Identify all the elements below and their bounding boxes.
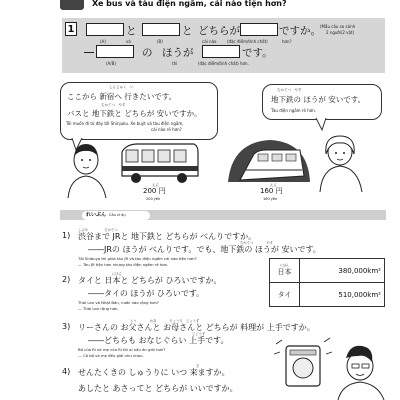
pattern-number: 1: [65, 22, 77, 36]
bubble-left-vn-1: Tôi muốn đi từ đây tới Shinjuku. Xe buýt và tàu điện ngầm,: [66, 121, 184, 126]
label-thi: thì: [172, 61, 178, 66]
particle-to-1: と: [126, 25, 137, 37]
speech-bubble-left: [60, 82, 218, 140]
bubble-left-line-1: ここから 新宿へ 行きたいです。: [67, 92, 177, 101]
ex1-translation-1: Tới Shibuya thì giữa tàu JR và tàu điện ngầm cái nào tiện hơn?: [78, 256, 197, 261]
label-ab: (A/B): [106, 61, 116, 66]
ex2-answer: ――タイの ほうが ひろいです。: [88, 289, 205, 298]
examples-pill: [82, 211, 150, 220]
train-price-ruby: えん: [270, 183, 277, 187]
label-property-hon: (đặc điểm/tính chất) hơn.: [198, 61, 249, 66]
examples-bar: [60, 210, 386, 220]
label-property: (đặc điểm/tính chất): [227, 39, 268, 44]
area-country: にほん 日本: [270, 259, 300, 283]
woman-illustration: [310, 132, 370, 194]
bubble-left-vn-2: cái nào rẻ hơn?: [151, 127, 182, 132]
ex4-question: せんたくきの しゅうりに いつ 来ますか。: [78, 368, 230, 377]
side-note-1: (Mẫu câu so sánh: [320, 24, 356, 29]
examples-subtitle: Câu ví dụ: [109, 213, 126, 217]
side-note-2: 2 người/2 vật): [326, 30, 355, 35]
area-country: タイ: [270, 283, 300, 307]
bubble-right-vn: Tàu điện ngầm rẻ hơn.: [271, 108, 317, 113]
washing-machine-illustration: [268, 336, 388, 400]
houga-text: ほうが: [162, 47, 194, 59]
bubble-left-line-2: バスと 地下鉄と どちらが 安いですか。: [67, 109, 202, 118]
lesson-number-box: [60, 0, 84, 10]
particle-no: の: [142, 47, 153, 59]
answer-dash: [84, 52, 94, 53]
ex2-question-ruby: にほん: [112, 272, 122, 276]
ex2-number: 2): [62, 275, 71, 284]
bubble-right-ruby: ちかてつ やす: [277, 88, 302, 92]
label-b: (B): [157, 39, 163, 44]
bubble-left-ruby-2: ちかてつ やす: [101, 103, 126, 107]
ex3-translation-2: — Cả bố và mẹ đều giỏi như nhau.: [78, 353, 144, 358]
grammar-pattern-panel: [62, 18, 385, 73]
ex4-question-ruby: き: [196, 364, 200, 368]
ex1-question: 渋谷まで JRと 地下鉄と どちらが べんりですか。: [78, 232, 257, 241]
ex3-translation-1: Bố của Ri và mẹ của Ri thì ai nấu ăn giỏi hơn?: [78, 347, 166, 352]
label-hon: hơn?: [282, 39, 292, 44]
blank-a: [86, 23, 124, 36]
train-price-vn: 160 yên: [263, 197, 278, 201]
lesson-header: [60, 0, 400, 12]
train-price: 160 円: [260, 187, 283, 195]
bubble-left-ruby-1: しんじゅく い: [109, 85, 134, 89]
area-value: 380,000km²: [300, 259, 385, 283]
speech-bubble-right: [262, 84, 382, 120]
bubble-right-line: 地下鉄の ほうが 安いです。: [271, 95, 366, 104]
area-row: [270, 259, 385, 283]
blank-property-2: [202, 45, 240, 58]
ex1-answer-ruby: ちかてつ やす: [240, 241, 273, 245]
area-table: [269, 258, 385, 307]
bus-price-ruby: えん: [152, 183, 159, 187]
desu-text: です。: [242, 47, 273, 59]
area-row: [270, 283, 385, 307]
ex1-question-ruby: しぶや ちかてつ: [78, 228, 118, 232]
ex4-reply: あしたと あさってと どちらが いいですか。: [78, 384, 238, 393]
ex3-number: 3): [62, 322, 71, 331]
label-va: và: [126, 39, 131, 44]
ex1-answer: ――JRの ほうが べんりです。でも、地下鉄の ほうが 安いです。: [88, 245, 321, 254]
ex2-question: タイと 日本と どちらが ひろいですか。: [78, 276, 222, 285]
ex1-translation-2: — Tàu JR tiện hơn nhưng tàu điện ngầm rẻ hơn.: [78, 262, 169, 267]
ex4-number: 4): [62, 367, 71, 376]
blank-b: [142, 23, 180, 36]
blank-ab: [96, 45, 134, 58]
bus-illustration: [118, 142, 200, 188]
dochiraga-text: どちらが: [198, 25, 240, 37]
lesson-title: Xe bus và tàu điện ngầm, cái nào tiện hơn?: [92, 0, 287, 8]
desuka-text: ですか。: [279, 25, 321, 37]
ex3-answer-ruby: じょうず: [192, 332, 206, 336]
bubble-right-tail: [312, 118, 332, 132]
label-a: (A): [100, 39, 106, 44]
subway-illustration: [226, 136, 312, 184]
ex3-question: リーさんの お父さんと お母さんと どちらが 料理が 上手ですか。: [78, 323, 315, 332]
ex1-number: 1): [62, 231, 71, 240]
particle-to-2: と: [182, 25, 193, 37]
ex2-translation-1: Thái Lan và Nhật Bản, nước nào rộng hơn?: [78, 300, 159, 305]
label-cai-nao: cái nào: [202, 39, 217, 44]
bus-price-vn: 200 yên: [146, 197, 161, 201]
ex2-translation-2: — Thái Lan rộng hơn.: [78, 306, 119, 311]
blank-property: [240, 23, 278, 36]
ex3-question-ruby: とう かあ りょうり じょうず: [130, 319, 200, 323]
ex3-answer: ――どちらも おなじぐらい 上手です。: [88, 336, 229, 345]
area-value: 510,000km²: [300, 283, 385, 307]
bus-price: 200 円: [143, 187, 166, 195]
examples-title: れいぶん: [86, 212, 107, 218]
